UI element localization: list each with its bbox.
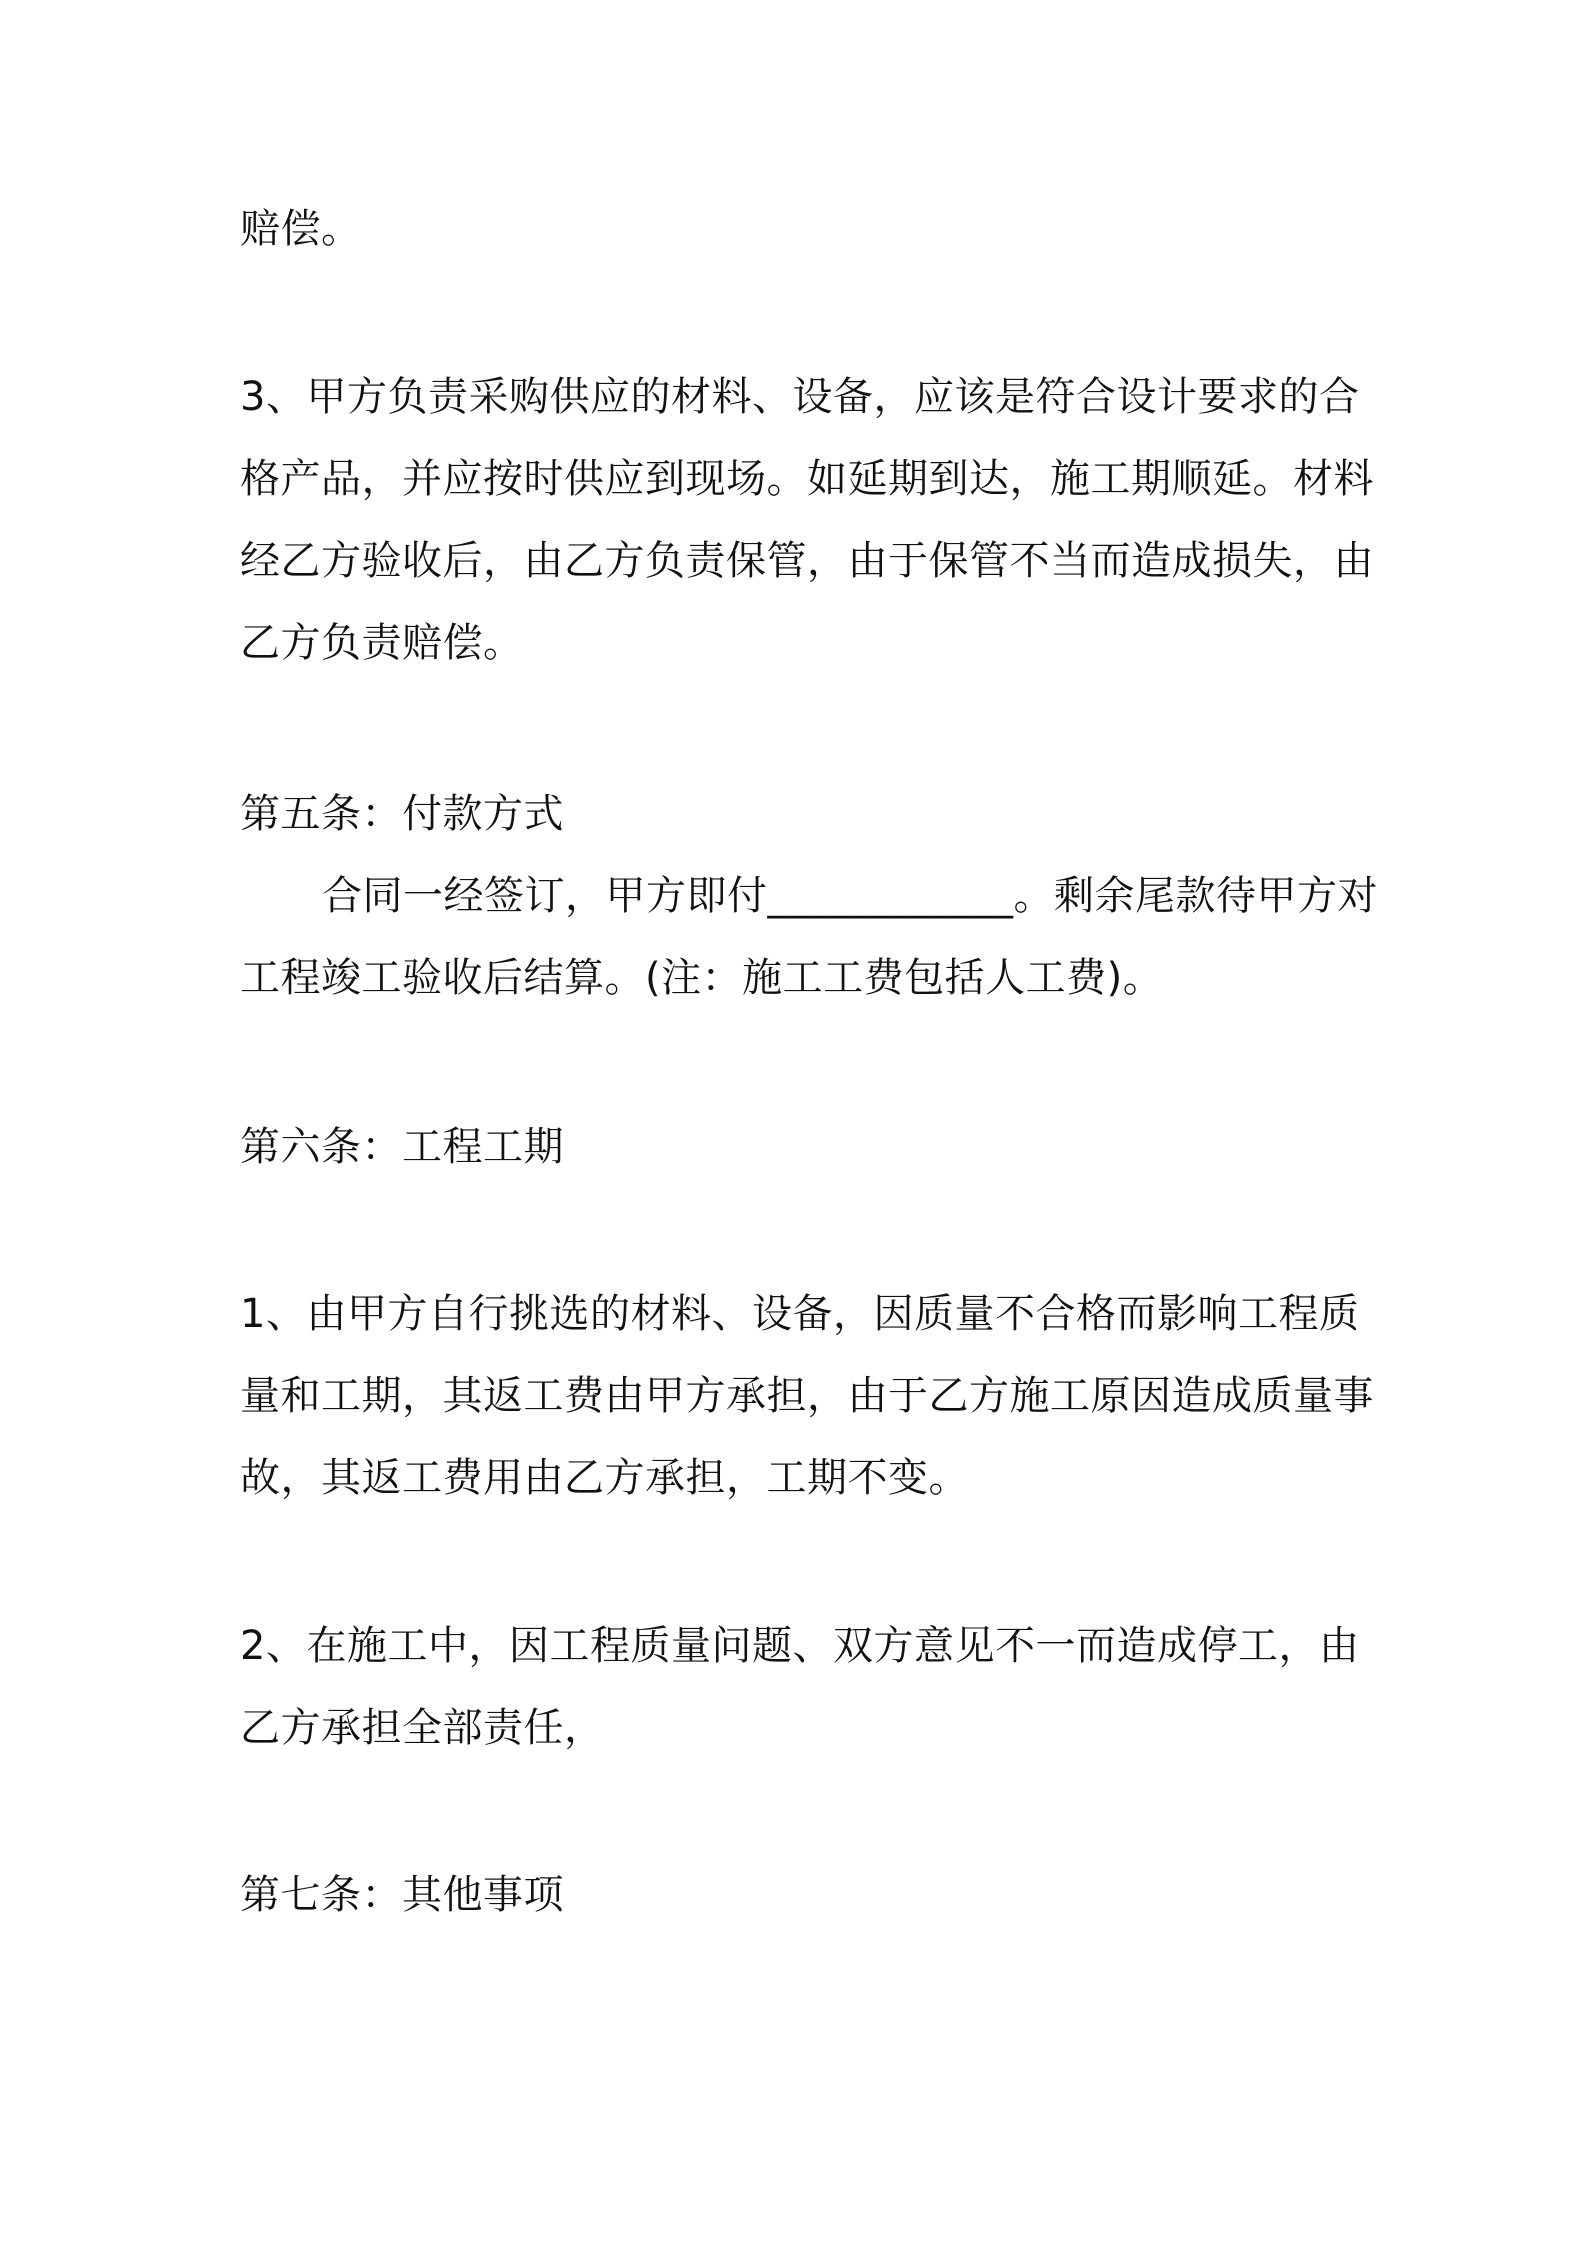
article-5-line-1: 合同一经签订，甲方即付____________。剩余尾款待甲方对 [322, 873, 1378, 919]
article-6-heading: 第六条：工程工期 [240, 1124, 564, 1170]
article-6-clause-1-line-3: 故，其返工费用由乙方承担，工期不变。 [240, 1455, 969, 1501]
article-5-line-2: 工程竣工验收后结算。(注：施工工费包括人工费)。 [240, 955, 1164, 1001]
article-6-clause-1-line-1: 1、由甲方自行挑选的材料、设备，因质量不合格而影响工程质 [240, 1291, 1360, 1337]
article-7-heading: 第七条：其他事项 [240, 1872, 564, 1918]
article-5-heading: 第五条：付款方式 [240, 791, 564, 837]
clause-3-line-1: 3、甲方负责采购供应的材料、设备，应该是符合设计要求的合 [240, 374, 1360, 420]
article-6-clause-2-line-1: 2、在施工中，因工程质量问题、双方意见不一而造成停工，由 [240, 1623, 1360, 1669]
paragraph-line: 赔偿。 [240, 206, 362, 252]
clause-3-line-2: 格产品，并应按时供应到现场。如延期到达，施工期顺延。材料 [240, 456, 1374, 502]
clause-3-line-4: 乙方负责赔偿。 [240, 620, 524, 666]
clause-3-line-3: 经乙方验收后，由乙方负责保管，由于保管不当而造成损失，由 [240, 538, 1374, 584]
article-6-clause-2-line-2: 乙方承担全部责任， [240, 1705, 605, 1751]
article-6-clause-1-line-2: 量和工期，其返工费由甲方承担，由于乙方施工原因造成质量事 [240, 1373, 1374, 1419]
